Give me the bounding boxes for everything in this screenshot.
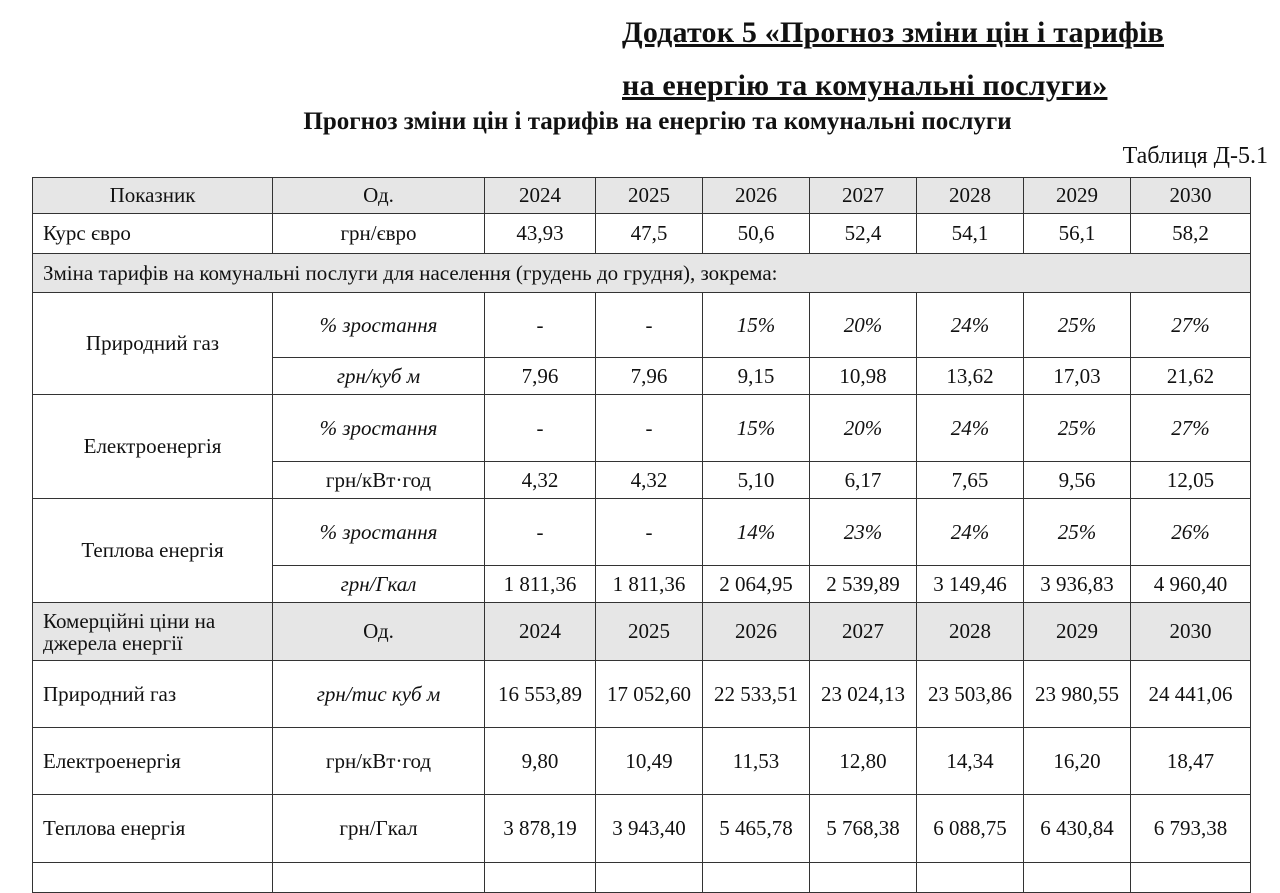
value-cell: 6,17 (810, 462, 917, 499)
value-cell: 9,80 (485, 728, 596, 795)
annex-title (622, 6, 1272, 112)
value-cell: 54,1 (917, 214, 1024, 254)
header-cell: 2024 (485, 178, 596, 214)
value-cell: 14,34 (917, 728, 1024, 795)
value-cell: 47,5 (596, 214, 703, 254)
value-cell: 23 503,86 (917, 661, 1024, 728)
value-cell: 5 768,38 (810, 795, 917, 863)
value-cell: 6 088,75 (917, 795, 1024, 863)
row-label: Природний газ (33, 293, 273, 395)
header-cell: 2026 (703, 603, 810, 661)
header-cell: 2028 (917, 178, 1024, 214)
value-cell: 25% (1024, 395, 1131, 462)
value-cell: 2 064,95 (703, 566, 810, 603)
unit-cell: грн/Гкал (273, 795, 485, 863)
header-cell: 2030 (1131, 178, 1251, 214)
value-cell: 23 024,13 (810, 661, 917, 728)
value-cell: 1 811,36 (596, 566, 703, 603)
value-cell: 11,53 (703, 728, 810, 795)
value-cell: 7,96 (485, 358, 596, 395)
table-row (33, 661, 1251, 728)
value-cell: - (485, 499, 596, 566)
commercial-header-row (33, 603, 1251, 661)
value-cell: 27% (1131, 395, 1251, 462)
table-header-row (33, 178, 1251, 214)
value-cell: - (596, 293, 703, 358)
value-cell: 16 553,89 (485, 661, 596, 728)
table-row (33, 728, 1251, 795)
table-row (33, 214, 1251, 254)
header-cell: 2025 (596, 178, 703, 214)
value-cell: 6 430,84 (1024, 795, 1131, 863)
header-cell: 2028 (917, 603, 1024, 661)
value-cell: 43,93 (485, 214, 596, 254)
value-cell: 17 052,60 (596, 661, 703, 728)
value-cell: 22 533,51 (703, 661, 810, 728)
row-label: Курс євро (33, 214, 273, 254)
table-row (33, 293, 1251, 358)
value-cell: 24 441,06 (1131, 661, 1251, 728)
value-cell: 50,6 (703, 214, 810, 254)
value-cell: 15% (703, 395, 810, 462)
value-cell: 5 465,78 (703, 795, 810, 863)
section-row (33, 254, 1251, 293)
value-cell: 16,20 (1024, 728, 1131, 795)
value-cell: 12,05 (1131, 462, 1251, 499)
unit-cell: % зростання (273, 499, 485, 566)
value-cell: 4,32 (596, 462, 703, 499)
value-cell: 58,2 (1131, 214, 1251, 254)
unit-cell: % зростання (273, 395, 485, 462)
value-cell: - (596, 395, 703, 462)
table-row (33, 795, 1251, 863)
value-cell: 4,32 (485, 462, 596, 499)
value-cell: 26% (1131, 499, 1251, 566)
unit-cell: грн/кВт·год (273, 462, 485, 499)
value-cell: 10,49 (596, 728, 703, 795)
unit-cell: грн/куб м (273, 358, 485, 395)
value-cell: 4 960,40 (1131, 566, 1251, 603)
header-cell: 2029 (1024, 603, 1131, 661)
value-cell: 24% (917, 293, 1024, 358)
value-cell: 1 811,36 (485, 566, 596, 603)
value-cell: 2 539,89 (810, 566, 917, 603)
value-cell: 3 936,83 (1024, 566, 1131, 603)
value-cell: 17,03 (1024, 358, 1131, 395)
table-label: Таблиця Д-5.1 (1122, 143, 1268, 169)
table-row (33, 863, 1251, 893)
value-cell: 20% (810, 395, 917, 462)
value-cell: 12,80 (810, 728, 917, 795)
value-cell: 18,47 (1131, 728, 1251, 795)
section-heading: Зміна тарифів на комунальні послуги для населення (грудень до грудня), зокрема: (33, 254, 1251, 293)
row-label: Природний газ (33, 661, 273, 728)
value-cell: 6 793,38 (1131, 795, 1251, 863)
row-label: Теплова енергія (33, 499, 273, 603)
row-label: Електроенергія (33, 728, 273, 795)
header-cell: 2027 (810, 603, 917, 661)
value-cell: - (485, 293, 596, 358)
value-cell: 52,4 (810, 214, 917, 254)
value-cell: 20% (810, 293, 917, 358)
header-cell: Показник (33, 178, 273, 214)
unit-cell: грн/євро (273, 214, 485, 254)
annex-title-line-1: Додаток 5 «Прогноз зміни цін і тарифів (622, 16, 1164, 49)
value-cell: - (485, 395, 596, 462)
value-cell: 25% (1024, 293, 1131, 358)
table-row (33, 499, 1251, 566)
unit-cell: грн/Гкал (273, 566, 485, 603)
header-cell: 2027 (810, 178, 917, 214)
unit-cell: % зростання (273, 293, 485, 358)
value-cell: 15% (703, 293, 810, 358)
value-cell: 3 943,40 (596, 795, 703, 863)
value-cell: 3 878,19 (485, 795, 596, 863)
value-cell: 24% (917, 395, 1024, 462)
value-cell: 3 149,46 (917, 566, 1024, 603)
header-cell: 2026 (703, 178, 810, 214)
annex-title-line-2: на енергію та комунальні послуги» (622, 69, 1108, 102)
header-cell: Од. (273, 603, 485, 661)
value-cell: 25% (1024, 499, 1131, 566)
row-label: Електроенергія (33, 395, 273, 499)
value-cell: 7,96 (596, 358, 703, 395)
value-cell: 21,62 (1131, 358, 1251, 395)
value-cell: 23% (810, 499, 917, 566)
header-cell: Комерційні ціни на джерела енергії (33, 603, 273, 661)
value-cell: - (596, 499, 703, 566)
value-cell: 23 980,55 (1024, 661, 1131, 728)
header-cell: 2030 (1131, 603, 1251, 661)
header-cell: 2029 (1024, 178, 1131, 214)
value-cell: 9,15 (703, 358, 810, 395)
header-cell: 2025 (596, 603, 703, 661)
unit-cell: грн/кВт·год (273, 728, 485, 795)
header-cell: Од. (273, 178, 485, 214)
value-cell: 9,56 (1024, 462, 1131, 499)
value-cell: 7,65 (917, 462, 1024, 499)
value-cell: 24% (917, 499, 1024, 566)
value-cell: 56,1 (1024, 214, 1131, 254)
unit-cell: грн/тис куб м (273, 661, 485, 728)
value-cell: 5,10 (703, 462, 810, 499)
value-cell: 13,62 (917, 358, 1024, 395)
row-label: Теплова енергія (33, 795, 273, 863)
value-cell: 14% (703, 499, 810, 566)
value-cell: 10,98 (810, 358, 917, 395)
header-cell: 2024 (485, 603, 596, 661)
table-row (33, 395, 1251, 462)
tariff-table (32, 177, 1251, 893)
value-cell: 27% (1131, 293, 1251, 358)
page-title: Прогноз зміни цін і тарифів на енергію та комунальні послуги (303, 108, 1012, 135)
